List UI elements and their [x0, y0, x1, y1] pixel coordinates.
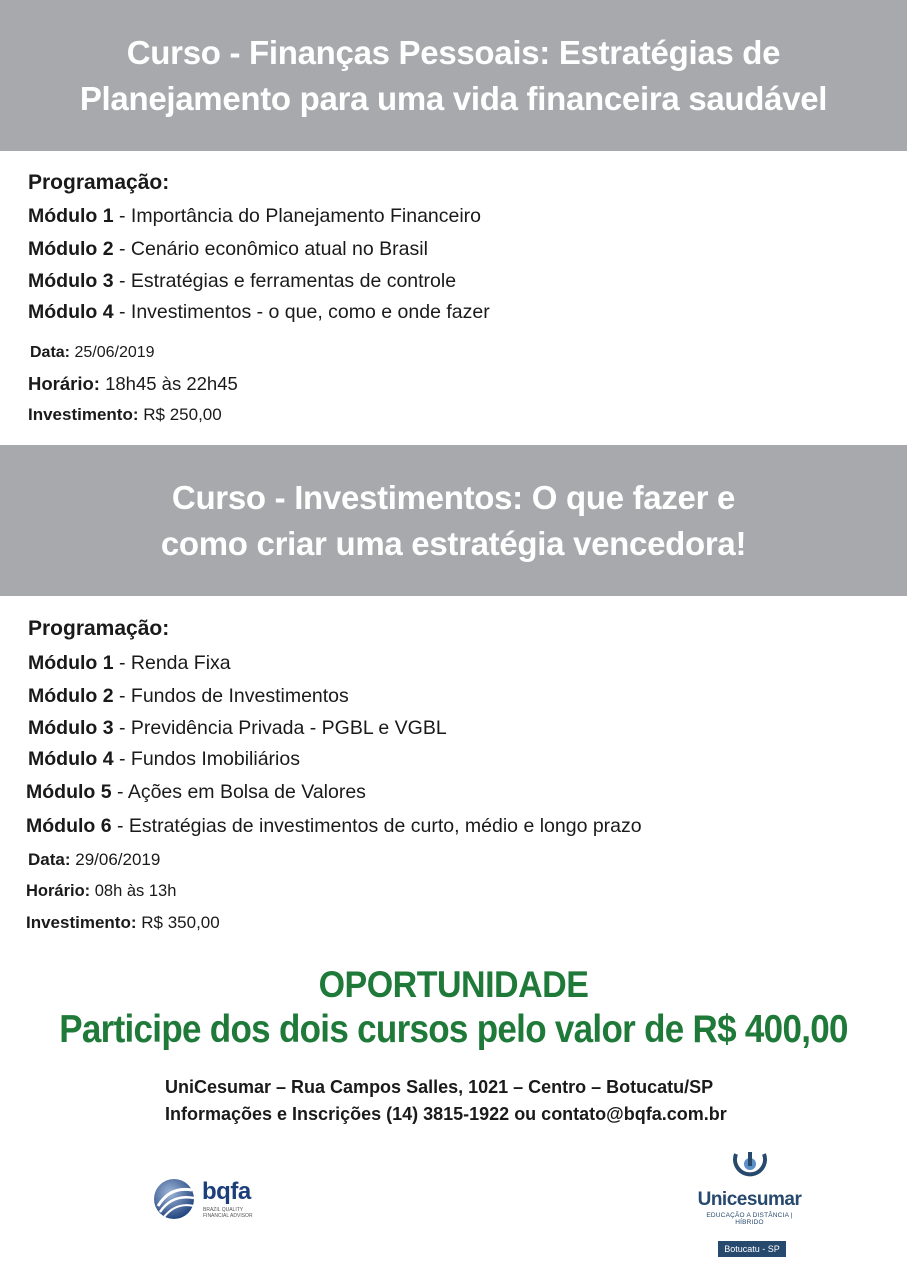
opportunity-offer: Participe dos dois cursos pelo valor de R$ 400,00: [59, 1008, 848, 1051]
bqfa-tagline: BRAZIL QUALITY FINANCIAL ADVISOR: [203, 1207, 253, 1219]
course1-time: Horário: 18h45 às 22h45: [28, 373, 238, 394]
course2-title-line1: Curso - Investimentos: O que fazer e: [171, 478, 736, 516]
unicesumar-location-badge: Botucatu - SP: [718, 1241, 786, 1257]
course1-date: Data: 25/06/2019: [30, 344, 155, 361]
bqfa-wordmark: bqfa: [202, 1178, 251, 1205]
unicesumar-logo: [692, 1150, 807, 1226]
course1-program-label: Programação:: [28, 171, 170, 194]
course2-module: Módulo 3 - Previdência Privada - PGBL e VGBL: [28, 717, 447, 739]
course1-title-banner: [0, 0, 907, 151]
course2-price: Investimento: R$ 350,00: [26, 913, 220, 932]
unicesumar-emblem-icon: [730, 1150, 770, 1182]
course1-module: Módulo 3 - Estratégias e ferramentas de controle: [28, 270, 457, 292]
course1-price: Investimento: R$ 250,00: [28, 405, 222, 424]
course1-title-line2: Planejamento para uma vida financeira saudável: [79, 79, 828, 117]
course1-title-line1: Curso - Finanças Pessoais: Estratégias de: [126, 33, 781, 71]
unicesumar-wordmark: Unicesumar: [697, 1189, 802, 1210]
bqfa-logo: [152, 1176, 272, 1224]
course1-module: Módulo 4 - Investimentos - o que, como e onde fazer: [28, 301, 490, 323]
course2-module: Módulo 1 - Renda Fixa: [28, 652, 231, 674]
course2-date: Data: 29/06/2019: [28, 850, 161, 869]
course2-module: Módulo 6 - Estratégias de investimentos de curto, médio e longo prazo: [26, 815, 642, 837]
opportunity-heading: OPORTUNIDADE: [318, 964, 589, 1006]
course2-program-label: Programação:: [28, 617, 170, 640]
course2-module: Módulo 5 - Ações em Bolsa de Valores: [26, 781, 366, 803]
course2-title-line2: como criar uma estratégia vencedora!: [160, 524, 747, 562]
course2-time: Horário: 08h às 13h: [26, 882, 177, 900]
course2-title-banner: [0, 445, 907, 596]
unicesumar-subtitle: EDUCAÇÃO A DISTÂNCIA | HÍBRIDO: [706, 1212, 793, 1226]
course1-module: Módulo 1 - Importância do Planejamento Financeiro: [28, 205, 482, 227]
contact-info[interactable]: Informações e Inscrições (14) 3815-1922 ou contato@bqfa.com.br: [165, 1104, 727, 1124]
course1-module: Módulo 2 - Cenário econômico atual no Brasil: [28, 238, 428, 260]
course2-module: Módulo 4 - Fundos Imobiliários: [28, 748, 300, 770]
course2-module: Módulo 2 - Fundos de Investimentos: [28, 685, 349, 707]
contact-address: UniCesumar – Rua Campos Salles, 1021 – Centro – Botucatu/SP: [165, 1077, 714, 1097]
